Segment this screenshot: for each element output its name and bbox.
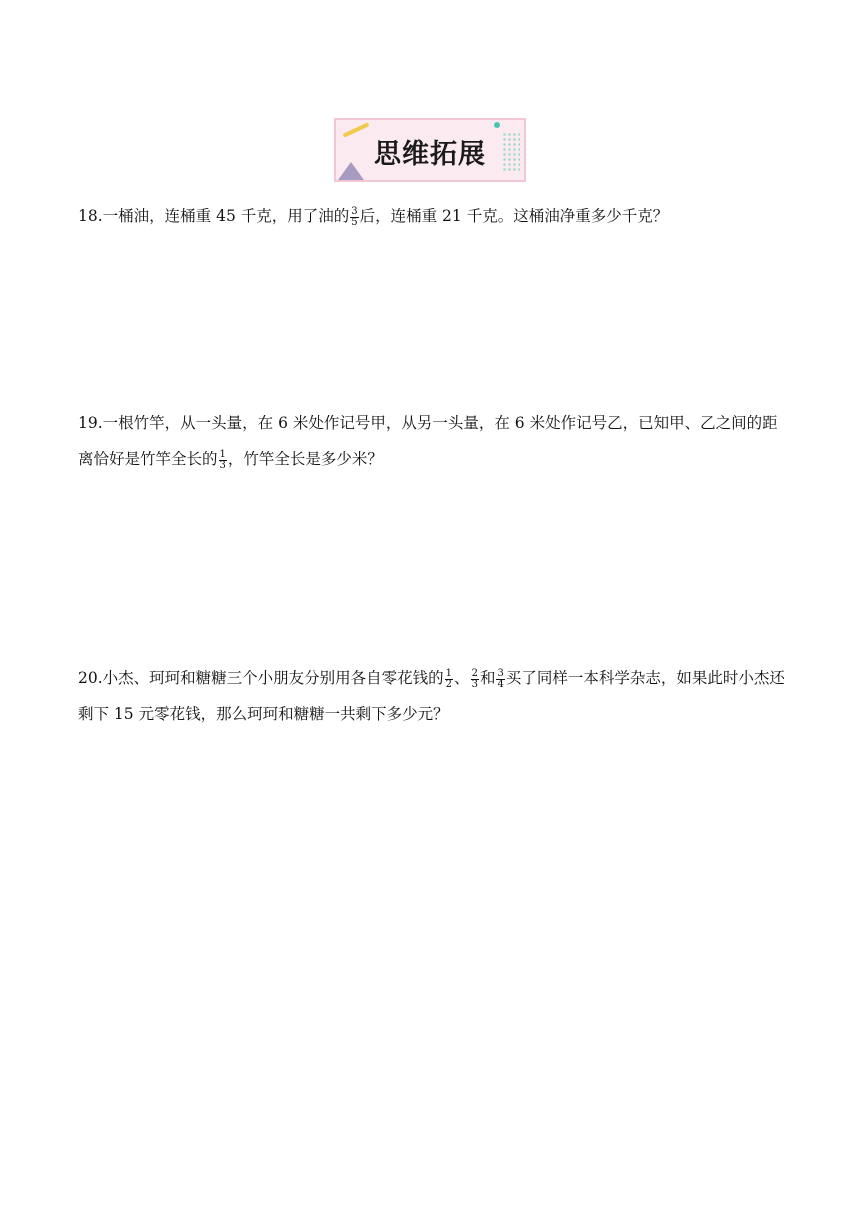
fraction-numerator: 3 [497, 667, 504, 679]
fraction [496, 669, 504, 690]
question-number: 20. [78, 669, 103, 687]
fraction-denominator: 5 [351, 216, 358, 228]
question-18 [78, 198, 788, 234]
fraction-denominator: 3 [219, 459, 226, 471]
question-text: 小杰、珂珂和糖糖三个小朋友分别用各自零花钱的 [102, 669, 444, 687]
question-20 [78, 660, 788, 732]
question-text: 后，连桶重 21 千克。这桶油净重多少千克？ [359, 207, 669, 225]
fraction [471, 669, 479, 690]
fraction-denominator: 4 [497, 678, 504, 690]
fraction-numerator: 1 [219, 448, 226, 460]
separator: 、 [454, 669, 470, 687]
question-text: 买了同样一本科学杂志，如果此时小杰还剩下 15 元零花钱，那么珂珂和糖糖一共剩下多少元？ [78, 669, 785, 723]
separator: 和 [479, 669, 496, 687]
fraction [445, 669, 453, 690]
section-banner [334, 118, 526, 182]
fraction-numerator: 1 [445, 667, 453, 679]
question-text: 一桶油，连桶重 45 千克，用了油的 [102, 207, 350, 225]
question-number: 18. [78, 207, 103, 225]
section-title: 思维拓展 [374, 138, 486, 170]
fraction [219, 450, 227, 471]
question-number: 19. [78, 414, 103, 432]
fraction-numerator: 3 [351, 205, 358, 217]
question-19 [78, 405, 788, 477]
question-text: 一根竹竿，从一头量，在 6 米处作记号甲，从另一头量，在 6 米处作记号乙，已知甲、乙之间的距离恰好是竹竿全长的 [78, 414, 778, 468]
fraction-denominator: 3 [471, 678, 478, 690]
fraction-denominator: 2 [445, 678, 453, 690]
fraction-numerator: 2 [471, 667, 478, 679]
fraction [350, 207, 358, 228]
question-text: ，竹竿全长是多少米？ [227, 450, 383, 468]
